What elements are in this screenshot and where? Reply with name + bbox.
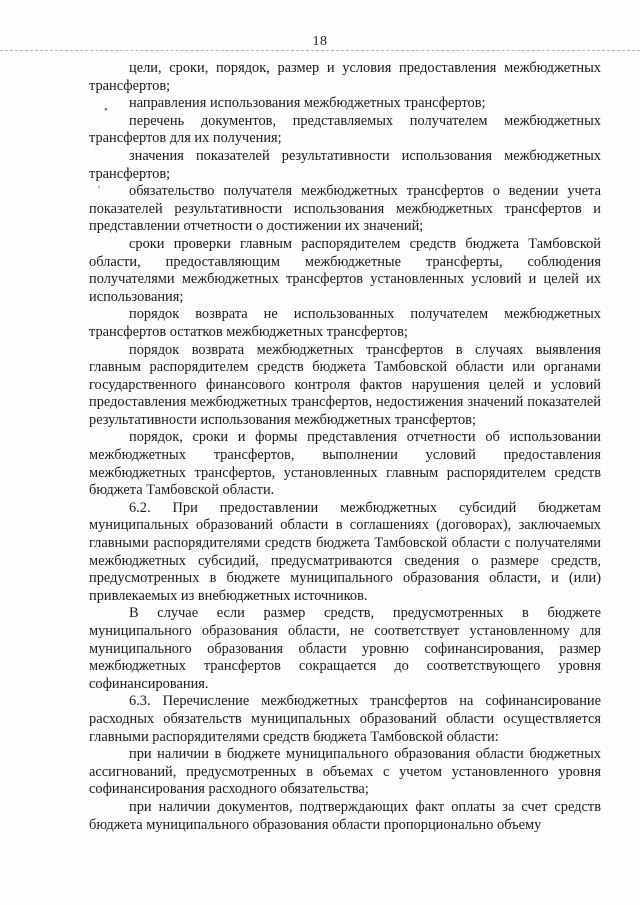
paragraph: обязательство получателя межбюджетных трансфертов о ведении учета показателей результативности использования межбюджетных трансфертов и представлении отчетности о достижении их значений;: [89, 183, 601, 235]
paragraph: порядок возврата межбюджетных трансфертов в случаях выявления главным распорядителем средств бюджета Тамбовской области или органами государственного финансового контроля фактов нарушения целей и условий предоставления межбюджетных трансфертов, недостижения значений показателей результативности использования межбюджетных трансфертов;: [89, 341, 601, 428]
header-divider: [0, 50, 640, 51]
paragraph: значения показателей результативности использования межбюджетных трансфертов;: [89, 147, 601, 182]
scan-mark: ʼ: [97, 184, 101, 196]
paragraph: цели, сроки, порядок, размер и условия предоставления межбюджетных трансфертов;: [89, 60, 601, 94]
paragraph: сроки проверки главным распорядителем средств бюджета Тамбовской области, предоставляющим межбюджетные трансферты, соблюдения получателями межбюджетных трансфертов установленных условий и целей их использования;: [89, 235, 601, 305]
scan-mark: •: [104, 104, 108, 116]
paragraph: перечень документов, представляемых получателем межбюджетных трансфертов для их получения;: [89, 112, 601, 147]
paragraph: при наличии в бюджете муниципального образования области бюджетных ассигнований, предусмотренных в объемах с учетом установленного уровня софинансирования расходного обязательства;: [89, 746, 601, 798]
paragraph: при наличии документов, подтверждающих факт оплаты за счет средств бюджета муниципального образования области пропорционально объему: [89, 798, 601, 833]
paragraph: порядок возврата не использованных получателем межбюджетных трансфертов остатков межбюджетных трансфертов;: [89, 306, 601, 340]
paragraph: направления использования межбюджетных трансфертов;: [129, 95, 486, 112]
paragraph: В случае если размер средств, предусмотренных в бюджете муниципального образования области, не соответствует установленному для муниципального образования области уровню софинансирования, размер межбюджетных трансфертов сокращается до соответствующего уровня софинансирования.: [89, 605, 601, 692]
page-number: 18: [312, 34, 328, 49]
document-body: [89, 60, 601, 834]
paragraph: 6.3. Перечисление межбюджетных трансфертов на софинансирование расходных обязательств муниципальных образований области осуществляется главными распорядителями средств бюджета Тамбовской области:: [89, 693, 601, 745]
paragraph: порядок, сроки и формы представления отчетности об использовании межбюджетных трансфертов, выполнении условий предоставления межбюджетных трансфертов, установленных главным распорядителем средств бюджета Тамбовской области.: [89, 429, 601, 499]
paragraph: 6.2. При предоставлении межбюджетных субсидий бюджетам муниципальных образований области в соглашениях (договорах), заключаемых главными распорядителями средств бюджета Тамбовской области с получателями межбюджетных субсидий, предусматриваются сведения о размере средств, предусмотренных в бюджете муниципального образования области, и (или) привлекаемых из внебюджетных источников.: [89, 499, 601, 604]
